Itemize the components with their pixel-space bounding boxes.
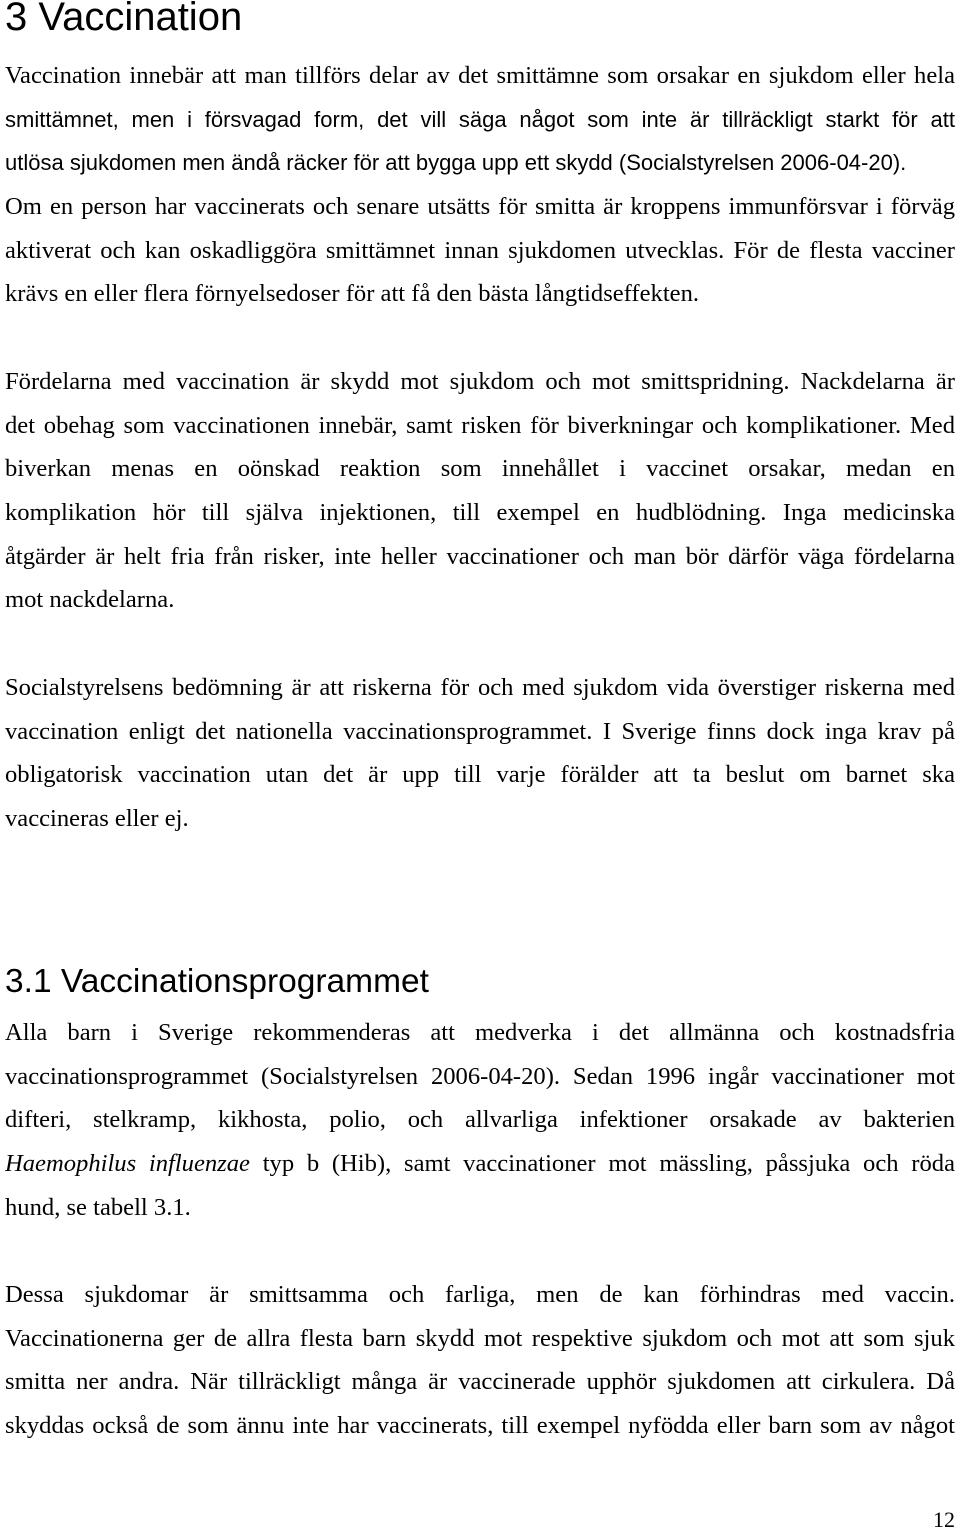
- paragraph-line: krävs en eller flera förnyelsedoser för att få den bästa långtidseffekten.: [5, 280, 700, 308]
- paragraph-line: smitta ner andra. När tillräckligt många är vaccinerade upphör sjukdomen att cirkulera. Då: [5, 1368, 955, 1396]
- paragraph-line: difteri, stelkramp, kikhosta, polio, och allvarliga infektioner orsakade av bakterien: [5, 1106, 955, 1134]
- paragraph-line: åtgärder är helt fria från risker, inte heller vaccinationer och man bör därför väga fördelarna: [5, 542, 955, 570]
- paragraph-line: det obehag som vaccinationen innebär, samt risken för biverkningar och komplikationer. Med: [5, 411, 955, 439]
- paragraph-line: biverkan menas en oönskad reaktion som innehållet i vaccinet orsakar, medan en: [5, 455, 955, 483]
- paragraph-line: hund, se tabell 3.1.: [5, 1193, 191, 1221]
- section-heading: 3 Vaccination: [5, 0, 243, 39]
- page-number: 12: [933, 1507, 955, 1532]
- paragraph-line: smittämnet, men i försvagad form, det vill säga något som inte är tillräckligt starkt för att: [5, 106, 955, 132]
- paragraph: [5, 360, 955, 622]
- paragraph-line: vaccineras eller ej.: [5, 805, 189, 833]
- paragraph: [5, 1273, 955, 1448]
- paragraph-line: vaccination enligt det nationella vaccinationsprogrammet. I Sverige finns dock inga krav på: [5, 717, 955, 745]
- paragraph-line: Alla barn i Sverige rekommenderas att medverka i det allmänna och kostnadsfria: [5, 1019, 955, 1046]
- paragraph-line: Vaccinationerna ger de allra flesta barn skydd mot respektive sjukdom och mot att som sjuk: [5, 1324, 955, 1352]
- subsection-heading: 3.1 Vaccinationsprogrammet: [5, 963, 429, 1000]
- paragraph-line: mot nackdelarna.: [5, 586, 175, 614]
- paragraph-line: utlösa sjukdomen men ändå räcker för att bygga upp ett skydd (Socialstyrelsen 2006-04-20).: [5, 150, 907, 176]
- paragraph-line: [5, 1142, 955, 1186]
- paragraph-line: Dessa sjukdomar är smittsamma och farliga, men de kan förhindras med vaccin.: [5, 1281, 955, 1308]
- paragraph-line: vaccinationsprogrammet (Socialstyrelsen 2006-04-20). Sedan 1996 ingår vaccinationer mot: [5, 1062, 955, 1090]
- paragraph-line: aktiverat och kan oskadliggöra smittämnet innan sjukdomen utvecklas. För de flesta vacciner: [5, 236, 955, 264]
- paragraph-line: skyddas också de som ännu inte har vaccinerats, till exempel nyfödda eller barn som av något: [5, 1412, 955, 1440]
- paragraph-line: obligatorisk vaccination utan det är upp till varje förälder att ta beslut om barnet ska: [5, 761, 955, 789]
- paragraph-line: Vaccination innebär att man tillförs delar av det smittämne som orsakar en sjukdom eller hela: [5, 62, 955, 89]
- paragraph: [5, 1011, 955, 1229]
- paragraph-line: Socialstyrelsens bedömning är att riskerna för och med sjukdom vida överstiger riskerna med: [5, 674, 955, 701]
- italic-species-name: Haemophilus influenzae: [5, 1150, 250, 1178]
- paragraph: [5, 666, 955, 841]
- paragraph-line: Fördelarna med vaccination är skydd mot sjukdom och mot smittspridning. Nackdelarna är: [5, 368, 955, 395]
- paragraph: [5, 54, 955, 316]
- line-text: typ b (Hib), samt vaccinationer mot mässling, påssjuka och röda: [249, 1150, 955, 1178]
- paragraph-line: Om en person har vaccinerats och senare utsätts för smitta är kroppens immunförsvar i förväg: [5, 193, 955, 221]
- paragraph-line: komplikation hör till själva injektionen, till exempel en hudblödning. Inga medicinska: [5, 499, 955, 527]
